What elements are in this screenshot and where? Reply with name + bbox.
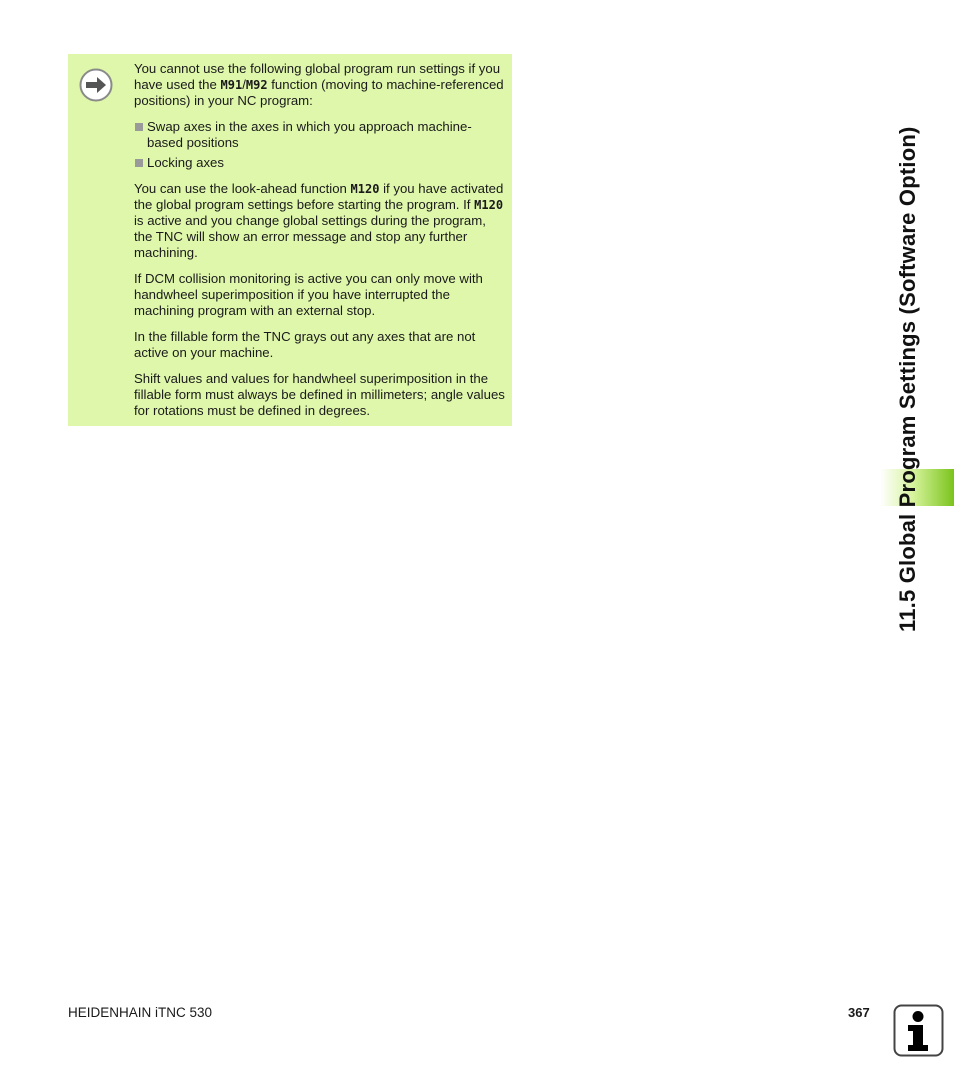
code-m91: M91 (220, 78, 243, 92)
restriction-list (134, 119, 506, 171)
code-m120: M120 (350, 182, 380, 196)
info-icon (893, 1004, 944, 1057)
list-item-text: Swap axes in the axes in which you approach machine-based positions (147, 119, 472, 150)
note-intro (134, 61, 506, 109)
bullet-square-icon (135, 159, 143, 167)
lookahead-text-mid: if you have activated the global program settings before starting the program. If (134, 181, 504, 212)
arrow-right-icon (79, 68, 113, 102)
page-number: 367 (848, 1005, 870, 1020)
note-content (134, 61, 506, 429)
list-item (134, 155, 506, 171)
list-item-text: Locking axes (147, 155, 224, 170)
bullet-square-icon (135, 123, 143, 131)
chapter-title: 11.5 Global Program Settings (Software Option) (895, 126, 920, 632)
code-m120: M120 (474, 198, 504, 212)
note-intro-text-end: function (moving to machine-referenced positions) in your NC program: (134, 77, 504, 108)
code-slash: / (242, 77, 246, 92)
lookahead-text: You can use the look-ahead function (134, 181, 351, 196)
footer-product-name: HEIDENHAIN iTNC 530 (68, 1005, 213, 1020)
note-paragraph-lookahead (134, 181, 506, 261)
lookahead-text-end: is active and you change global settings during the program, the TNC will show an error message and stop any further machining. (134, 213, 486, 260)
note-paragraph-grayed-axes: In the fillable form the TNC grays out any axes that are not active on your machine. (134, 329, 476, 360)
note-intro-text: You cannot use the following global program run settings if you have used the (134, 61, 501, 92)
note-box (68, 54, 512, 426)
list-item (134, 119, 506, 151)
note-paragraph-units: Shift values and values for handwheel superimposition in the fillable form must always be defined in millimeters; angle values for rotations must be defined in degrees. (134, 371, 505, 418)
note-paragraph-dcm: If DCM collision monitoring is active you can only move with handwheel superimposition if you have interrupted the machining program with an external stop. (134, 271, 483, 318)
code-m92: M92 (245, 78, 268, 92)
